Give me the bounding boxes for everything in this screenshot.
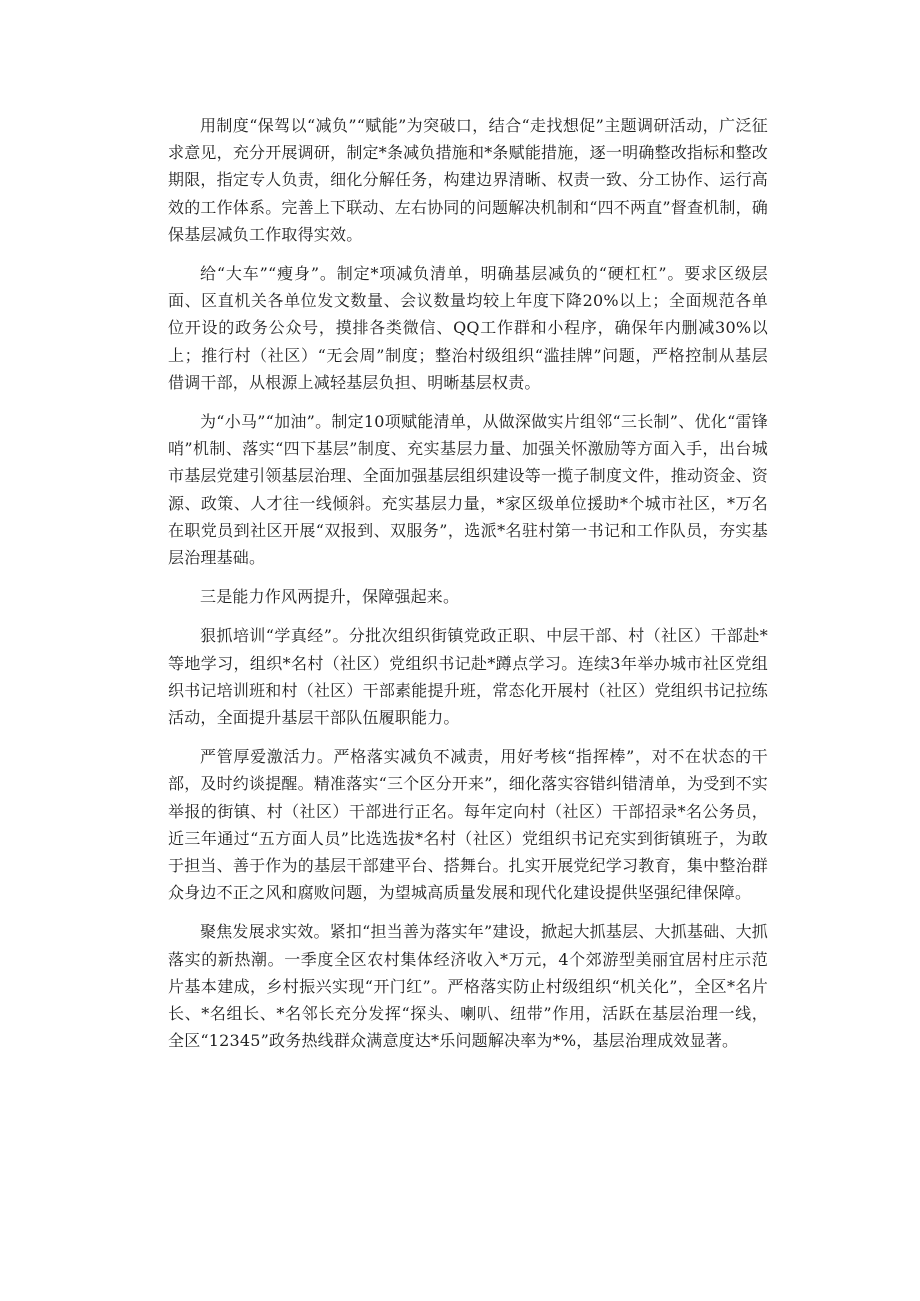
paragraph-training: 狠抓培训“学真经”。分批次组织街镇党政正职、中层干部、村（社区）干部赴*等地学习，组织*名村（社区）党组织书记赴*蹲点学习。连续3年举办城市社区党组织书记培训班和村（社区）干部素能提升班，常态化开展村（社区）党组织书记拉练活动，全面提升基层干部队伍履职能力。 [168, 626, 768, 728]
paragraph-empowerment: 为“小马”“加油”。制定10项赋能清单，从做深做实片组邻“三长制”、优化“雷锋哨”机制、落实“四下基层”制度、充实基层力量、加强关怀激励等方面入手，出台城市基层党建引领基层治理、全面加强基层组织建设等一揽子制度文件，推动资金、资源、政策、人才往一线倾斜。充实基层力量，*家区级单位援助*个城市社区，*万名在职党员到社区开展“双报到、双服务”，选派*名驻村第一书记和工作队员，夯实基层治理基础。 [168, 412, 768, 568]
paragraph-institutional-guarantee: 用制度“保驾以“减负”“赋能”为突破口，结合“走找想促”主题调研活动，广泛征求意见，充分开展调研，制定*条减负措施和*条赋能措施，逐一明确整改指标和整改期限，指定专人负责，细化分解任务，构建边界清晰、权责一致、分工协作、运行高效的工作体系。完善上下联动、左右协同的问题解决机制和“四不两直”督查机制，确保基层减负工作取得实效。 [168, 116, 768, 244]
document-body [168, 112, 768, 1067]
paragraph-development-results: 聚焦发展求实效。紧扣“担当善为落实年”建设，掀起大抓基层、大抓基础、大抓落实的新热潮。一季度全区农村集体经济收入*万元，4个郊游型美丽宜居村庄示范片基本建成，乡村振兴实现“开门红”。严格落实防止村级组织“机关化”，全区*名片长、*名组长、*名邻长充分发挥“探头、喇叭、纽带”作用，活跃在基层治理一线，全区“12345”政务热线群众满意度达*乐问题解决率为*%，基层治理成效显著。 [168, 922, 768, 1051]
paragraph-burden-reduction: 给“大车”“瘦身”。制定*项减负清单，明确基层减负的“硬杠杠”。要求区级层面、区直机关各单位发文数量、会议数量均较上年度下降20%以上；全面规范各单位开设的政务公众号，摸排各类微信、QQ工作群和小程序，确保年内删减30%以上；推行村（社区）“无会周”制度；整治村级组织“滥挂牌”问题，严格控制从基层借调干部，从根源上减轻基层负担、明晰基层权责。 [168, 264, 768, 392]
section-heading-ability: 三是能力作风两提升，保障强起来。 [200, 587, 460, 607]
paragraph-strict-management: 严管厚爱激活力。严格落实减负不减责，用好考核“指挥棒”，对不在状态的干部，及时约谈提醒。精准落实“三个区分开来”，细化落实容错纠错清单，为受到不实举报的街镇、村（社区）干部进行正名。每年定向村（社区）干部招录*名公务员，近三年通过“五方面人员”比选选拔*名村（社区）党组织书记充实到街镇班子，为敢于担当、善于作为的基层干部建平台、搭舞台。扎实开展党纪学习教育，集中整治群众身边不正之风和腐败问题，为望城高质量发展和现代化建设提供坚强纪律保障。 [168, 747, 768, 903]
